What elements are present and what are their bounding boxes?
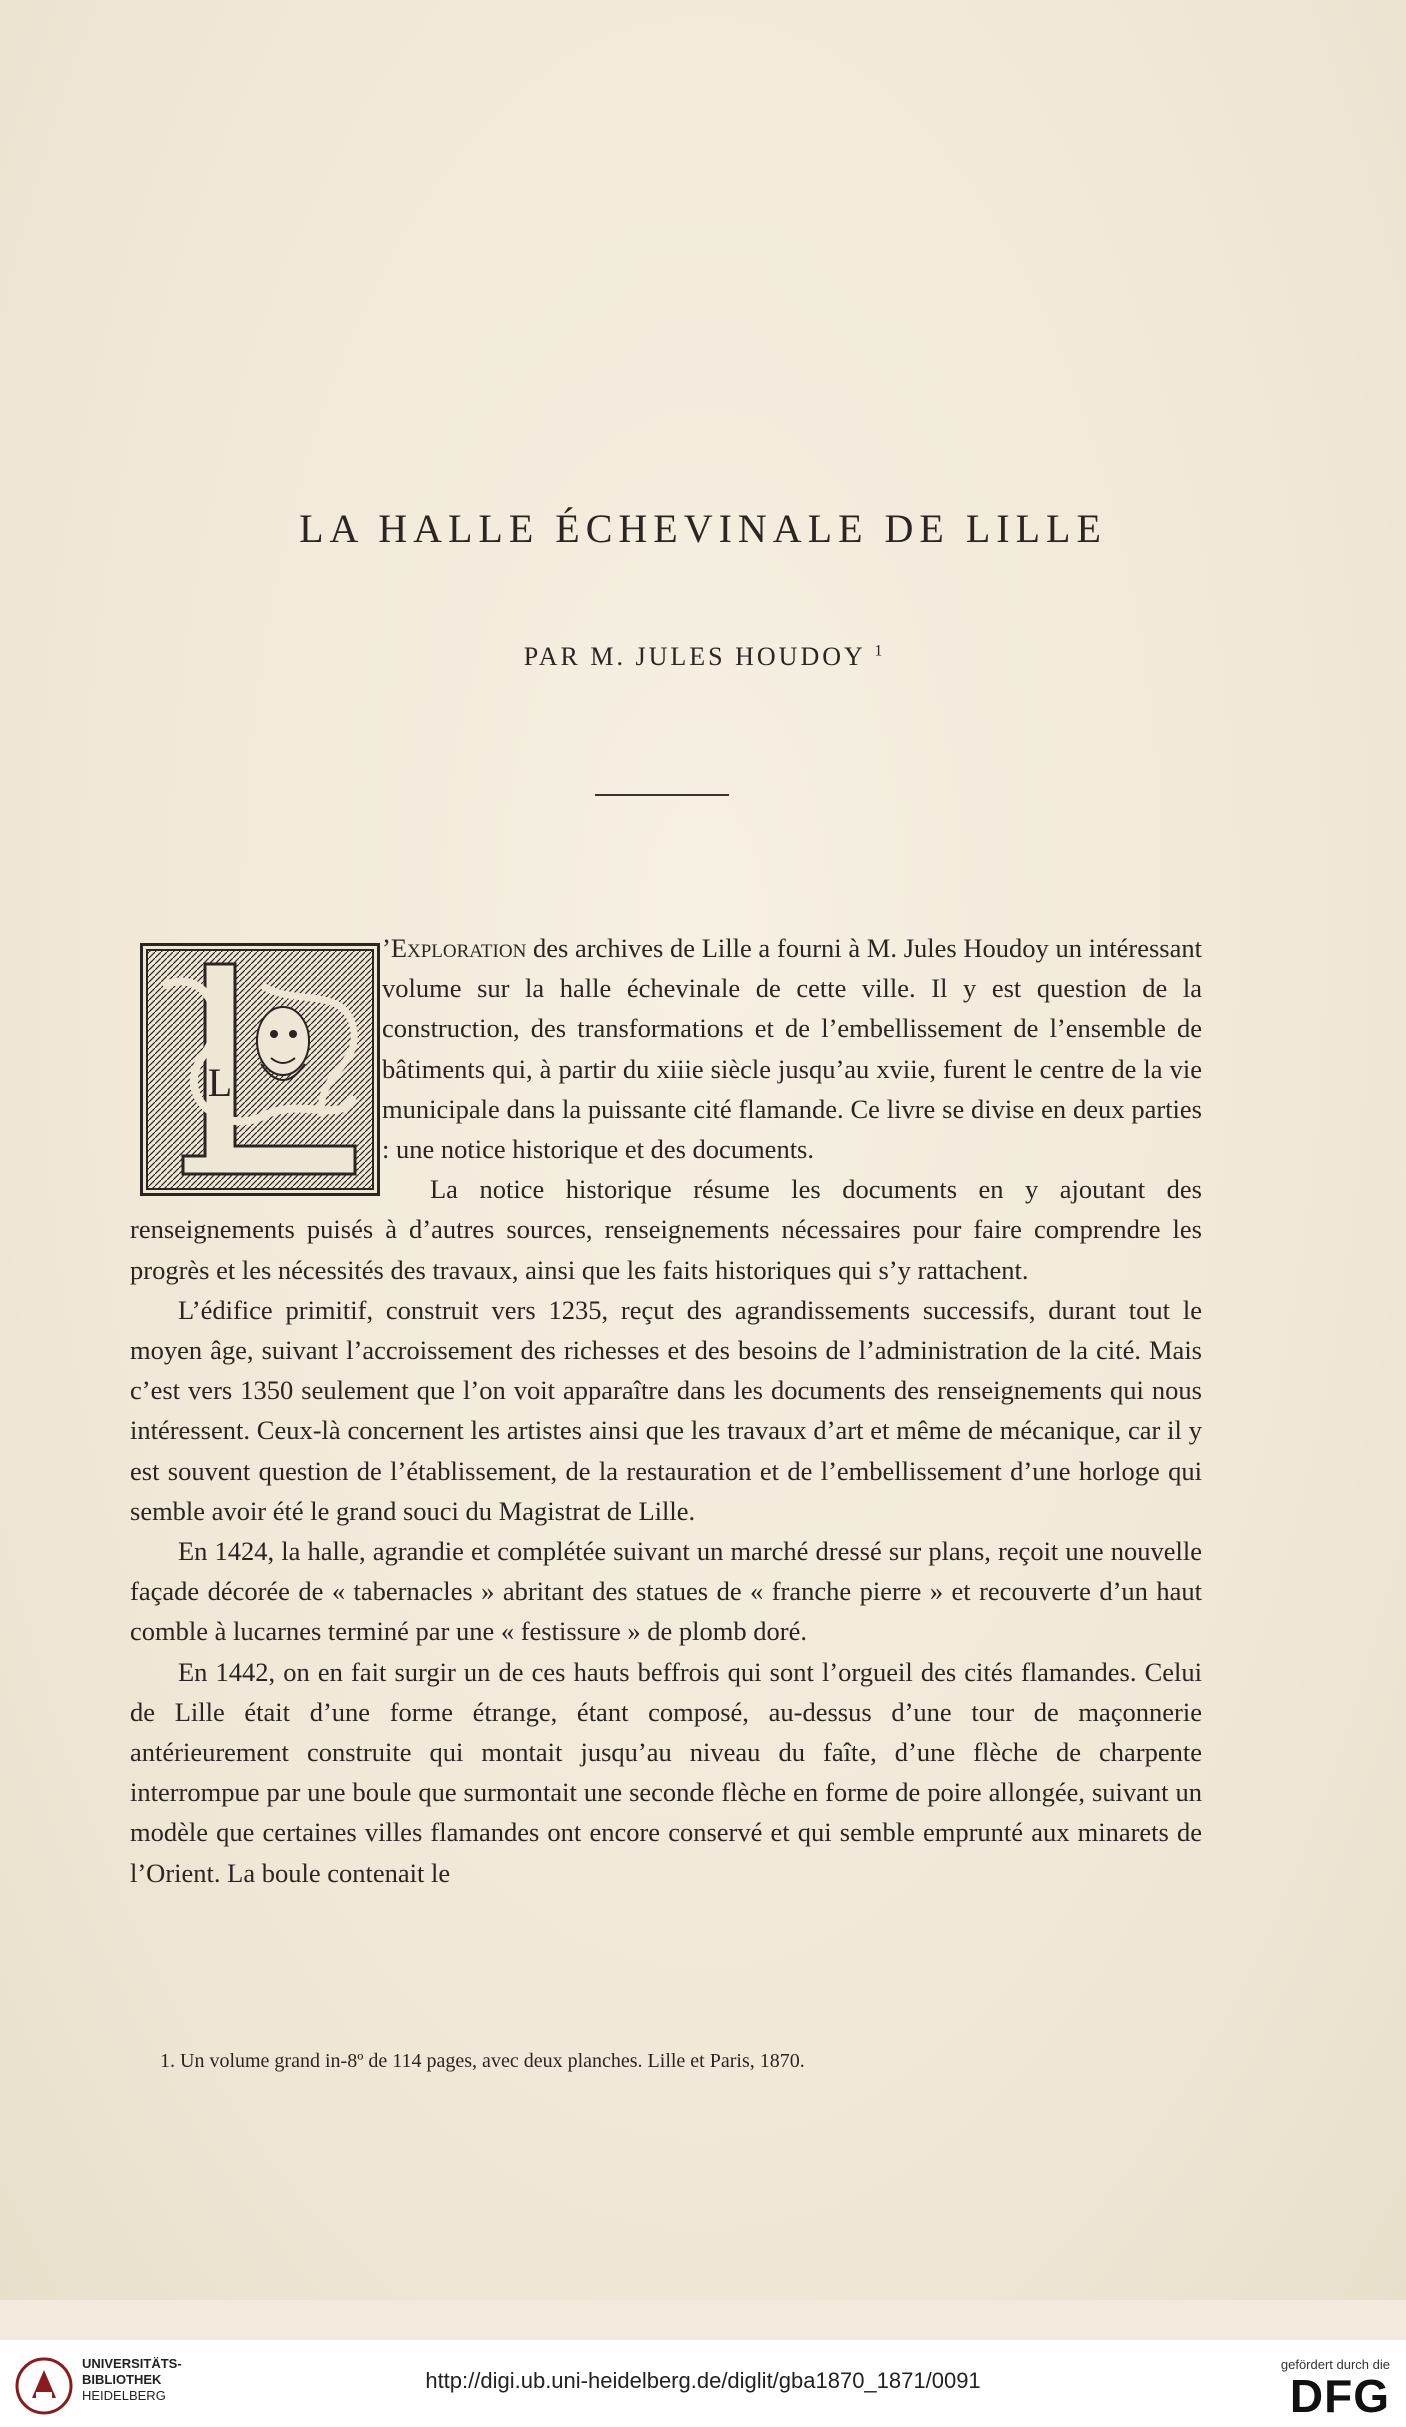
permalink[interactable]: http://digi.ub.uni-heidelberg.de/diglit/gba1870_1871/0091 [425,2368,981,2393]
first-paragraph [130,928,1202,1169]
byline-footnote-ref: 1 [874,642,883,660]
article-byline [0,642,1406,672]
paragraph: En 1442, on en fait surgir un de ces hauts beffrois qui sont l’orgueil des cités flamandes. Celui de Lille était d’une forme étrange, étant composé, au-dessus d’une tour de maçonnerie antérieurement construite qui montait jusqu’au niveau du faîte, d’une flèche de charpente interrompue par une boule que surmontait une seconde flèche en forme de poire allongée, suivant un modèle que certaines villes flamandes ont encore conservé et qui semble emprunté aux minarets de l’Orient. La boule contenait le [130,1656,1202,1888]
paragraph: L’édifice primitif, construit vers 1235, reçut des agrandissements successifs, durant tout le moyen âge, suivant l’accroissement des richesses et des besoins de l’administration de la cité. Mais c’est vers 1350 seulement que l’on voit apparaître dans les documents des renseignements qui nous intéressent. Ceux-là concernent les artistes ainsi que les travaux d’art et même de mécanique, car il y est souvent question de l’établissement, de la restauration et de l’embellissement d’une horloge qui semble avoir été le grand souci du Magistrat de Lille. [130,1294,1202,1526]
library-name: UNIVERSITÄTS- BIBLIOTHEK HEIDELBERG [82,2356,182,2403]
footnote: 1. Un volume grand in-8º de 114 pages, avec deux planches. Lille et Paris, 1870. [160,2050,805,2072]
title-divider [595,794,729,796]
article-title: LA HALLE ÉCHEVINALE DE LILLE [299,506,1107,551]
first-paragraph-text: des archives de Lille a fourni à M. Jules Houdoy un intéressant volume sur la halle échevinale de cette ville. Il y est question de la construction, des transformations et de l’embellissement de l’ensemble de bâtiments qui, à partir du xiiie siècle jusqu’au xviie, furent le centre de la vie municipale dans la puissante cité flamande. Ce livre se divise en deux parties : une notice historique et des documents. [382,933,1202,1165]
paragraph: La notice historique résume les documents en y ajoutant des renseignements puisés à d’autres sources, renseignements nécessaires pour faire comprendre les progrès et les nécessités des travaux, ainsi que les faits historiques qui s’y rattachent. [130,1174,1202,1285]
dropcap-letter: L [207,1060,233,1105]
byline-text: PAR M. JULES HOUDOY [523,642,865,671]
first-word-smallcaps: ’Exploration [382,933,527,963]
article-body [130,928,1202,1893]
funded-by-label: gefördert durch die [1280,2357,1390,2372]
dfg-logo: DFG [1289,2370,1390,2422]
paragraph: En 1424, la halle, agrandie et complétée suivant un marché dressé sur plans, reçoit une nouvelle façade décorée de « tabernacles » abritant des statues de « franche pierre » et recouverte d’un haut comble à lucarnes terminé par une « festissure » de plomb doré. [130,1536,1202,1647]
